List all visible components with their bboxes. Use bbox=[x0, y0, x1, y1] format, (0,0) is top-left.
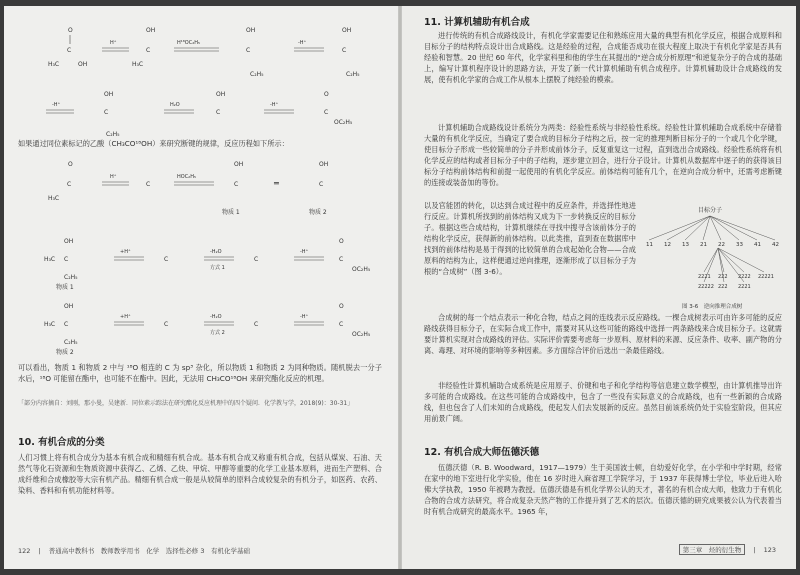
s4-c4: C bbox=[339, 321, 344, 328]
tree-edge bbox=[710, 216, 775, 240]
s2-arrow2: HOC₂H₅ bbox=[177, 174, 196, 180]
section-11-para4: 非经验性计算机辅助合成系统是应用原子、价键和电子和化学结构等信息建立数学模型，由计算机推导出许多可能的合成路线。在这些可能的合成路线中，包含了一些没有实际意义的合成路线，也有一些新颖的合成路线，但也包含了人们未知的合成路线，使起发人们去发展新的反应。虽然目前该系统仍处于实验室阶段，但其应用前景广阔。 bbox=[424, 381, 782, 423]
s1-c2h5-3: C₂H₅ bbox=[106, 131, 120, 138]
tree-caption: 图 3-6 逆向推理合成树 bbox=[682, 304, 743, 310]
paragraph-conclusion: 可以看出，物质 1 和物质 2 中与 ¹⁸O 相连的 C 为 sp³ 杂化，所以物质 1 和物质 2 为同种物质。随机脱去一分子水后，¹⁸O 可能留在酯中，也可能不在酯中。因此，无法用 CH₃CO¹⁸OH 来研究酯化反应的机理。 bbox=[18, 363, 382, 383]
s2-label1: 物质 1 bbox=[222, 209, 240, 216]
synthesis-tree-figure bbox=[640, 202, 790, 312]
s4-arrow2: -H₂O bbox=[210, 314, 222, 320]
section-11-para1: 进行传统的有机合成路线设计，有机化学家需要记住和熟练应用大量的典型有机化学反应，根据合成原料和目标分子的结构特点设计出合成路线。这是经验的过程，合成能否成功在很大程度上取决于有机化学家是否具有经验和智慧。20 世纪 60 年代，化学家科里和他的学生在其提出的“逆合成分析原理”和逆复杂分子的合成的基础上，编写计算机程序设计的思路方法，开发了新一代计算机辅助有机合成程序。计算机辅助设计合成路线的发展，使有机化学家的合成工作从根本上摆脱了纯经验的模索。 bbox=[424, 31, 782, 84]
s1-c3: C bbox=[246, 47, 251, 54]
s3-arrow1: +H⁺ bbox=[120, 249, 131, 255]
section-11-title: 11. 计算机辅助有机合成 bbox=[424, 17, 530, 28]
s2-c: C bbox=[67, 181, 72, 188]
tree-edge bbox=[718, 248, 744, 272]
reaction-scheme-3 bbox=[34, 231, 398, 291]
s4-oh: OH bbox=[64, 303, 74, 310]
s3-ch3: H₃C bbox=[44, 256, 56, 263]
left-page-number: 122 bbox=[18, 547, 31, 555]
s4-c3: C bbox=[254, 321, 259, 328]
tree-root: 目标分子 bbox=[698, 207, 723, 214]
s1-c7: C bbox=[324, 109, 329, 116]
s3-c: C bbox=[64, 256, 69, 263]
tree-edge bbox=[710, 216, 757, 240]
s4-arrow1: +H⁺ bbox=[120, 314, 131, 320]
s3-c3: C bbox=[254, 256, 259, 263]
s3-arrow2: -H₂O bbox=[210, 249, 222, 255]
s1-arrow5: H₂O bbox=[170, 102, 180, 108]
s1-c6: C bbox=[216, 109, 221, 116]
s1-oh2: OH bbox=[146, 27, 156, 34]
s1-oh4: OH bbox=[342, 27, 352, 34]
reaction-scheme-4 bbox=[34, 296, 398, 356]
s1-oc2h5: OC₂H₅ bbox=[334, 119, 353, 126]
s1-o-top: O bbox=[68, 27, 73, 34]
tree-node-level1: 13 bbox=[682, 242, 689, 248]
s1-c: C bbox=[67, 47, 72, 54]
left-footer-text: 普通高中教科书 教师教学用书 化学 选择性必修 3 有机化学基础 bbox=[48, 547, 250, 555]
s1-arrow3: -H⁺ bbox=[298, 40, 307, 46]
s3-c2: C bbox=[164, 256, 169, 263]
s1-ch3: H₃C bbox=[48, 61, 60, 68]
s4-oc2h5: OC₂H₅ bbox=[352, 331, 371, 338]
section-11-para3: 合成树的每一个结点表示一种化合物，结点之间的连线表示反应路线。一棵合成树表示可由许多可能的反应路线获得目标分子，在实际合成工作中，需要对其从这些可能的路线中选择一两条路线来合成目标分子。这就需要计算机实现对合成路线的评估。实际评价需要考虑每一步原料、原材料的来源、反应条件、收率、副产物的分离、毒理、对环境的影响等多种因素。多方面综合评价后选出一条最佳路线。 bbox=[424, 313, 782, 355]
right-page bbox=[402, 6, 796, 569]
s3-arrow3: -H⁺ bbox=[300, 249, 309, 255]
left-footer: 122 | 普通高中教科书 教师教学用书 化学 选择性必修 3 有机化学基础 bbox=[18, 547, 250, 555]
s2-label2: 物质 2 bbox=[309, 209, 327, 216]
s1-c5: C bbox=[104, 109, 109, 116]
s1-c2h5-2: C₂H₅ bbox=[346, 71, 360, 78]
s2-c4: C bbox=[319, 181, 324, 188]
s3-o: O bbox=[339, 238, 344, 245]
tree-node-level1: 11 bbox=[646, 242, 653, 248]
s3-oc2h5: OC₂H₅ bbox=[352, 266, 371, 273]
section-10-body: 人们习惯上将有机合成分为基本有机合成和精细有机合成。基本有机合成又称重有机合成，包括从煤炭、石油、天然气等化石资源和生物质资源中获得乙、乙烯、乙炔、甲烷、甲醇等重要的化学工业基本原料，进而生产塑料、合成纤维和合成橡胶等大宗有机产品。精细有机合成一般是从较简单的原料合成较复杂的有机分子，如医药、农药、染料、香料和有机功能材料等。 bbox=[18, 453, 382, 495]
s2-arrow1: H⁺ bbox=[110, 174, 117, 180]
s4-c2: C bbox=[164, 321, 169, 328]
s3-way: 方式 1 bbox=[210, 265, 225, 271]
tree-node-level2: 2221 bbox=[698, 274, 711, 280]
s2-oh2: OH bbox=[319, 161, 329, 168]
tree-node-level2: 22221 bbox=[758, 274, 774, 280]
s3-label: 物质 1 bbox=[56, 284, 74, 291]
tree-node-level2: 222 bbox=[718, 284, 728, 290]
s1-c2h5: C₂H₅ bbox=[250, 71, 264, 78]
s4-o: O bbox=[339, 303, 344, 310]
section-11-para2b: 以及官能团的转化，以达到合成过程中的反应条件，并选择性地进行反应。计算机所找到的前体结构又成为下一步转换反应的目标分子。根据这些合成结构，计算机继续在寻找中搜寻含该前体分子的结构化学反应，获得新的前体结构。以此类推，直到查在数据库中找到的前体结构是易于得到的比较简单的合成起始化合物——合成原料的结构为止，这样便通过逆向推理，逐渐形成了以目标分子为根的“合成树”（图 3-6）。 bbox=[424, 201, 636, 276]
s1-oh5: OH bbox=[104, 91, 114, 98]
tree-node-level1: 33 bbox=[736, 242, 743, 248]
section-11-para2a: 计算机辅助合成路线设计系统分为两类：经验性系统与非经验性系统。经验性计算机辅助合成系统中存储着大量的有机化学反应，当确定了要合成的目标分子结构之后，按一定的推理判断目标分子的一个或几个化学键，使目标分子形成一些较简单的分子并形成前体分子，反复重复这一过程，直到选出合成路线。经验性系统将有机化学反应的结构或者目标分子中的子结构，逐步建立回合，进行分子设计。计算机从数据库中逐子的的获得该目标分子结构前体结构和前提一起使用的有机化学反应。前体结构可能有几个，在逆向合成分析中，还需考虑断键的连接或装备加的等份。 bbox=[424, 123, 782, 187]
s2-c3: C bbox=[234, 181, 239, 188]
s1-o7: O bbox=[324, 91, 329, 98]
reaction-scheme-2 bbox=[34, 154, 398, 224]
chapter-label: 第三章 烃的衍生物 bbox=[679, 544, 746, 555]
s3-oh: OH bbox=[64, 238, 74, 245]
section-10-title: 10. 有机合成的分类 bbox=[18, 437, 105, 448]
tree-node-level1: 21 bbox=[700, 242, 707, 248]
s3-c2h5: C₂H₅ bbox=[64, 274, 78, 281]
right-footer: 第三章 烃的衍生物 | 123 bbox=[679, 544, 776, 555]
tree-node-level1: 42 bbox=[772, 242, 779, 248]
s3-c4: C bbox=[339, 256, 344, 263]
left-page bbox=[4, 6, 398, 569]
s2-c2: C bbox=[146, 181, 151, 188]
s4-ch3: H₃C bbox=[44, 321, 56, 328]
tree-node-level2: 222 bbox=[718, 274, 728, 280]
s1-oh3: OH bbox=[246, 27, 256, 34]
s1-arrow6: -H⁺ bbox=[270, 102, 279, 108]
s4-label: 物质 2 bbox=[56, 349, 74, 356]
s1-arrow2: H¹⁸OC₂H₅ bbox=[177, 40, 200, 46]
paragraph-isotope-intro: 如果通过同位素标记的乙酸（CH₃CO¹⁸OH）来研究断键的规律，反应历程如下所示： bbox=[18, 139, 289, 148]
s4-c2h5: C₂H₅ bbox=[64, 339, 78, 346]
s2-equals: ═ bbox=[274, 179, 279, 188]
s2-ch3: H₃C bbox=[48, 195, 60, 202]
s1-oh6: OH bbox=[216, 91, 226, 98]
s2-o: O bbox=[68, 161, 73, 168]
tree-node-level2: 22222 bbox=[698, 284, 714, 290]
s1-arrow4: -H⁺ bbox=[52, 102, 61, 108]
s1-oh: OH bbox=[78, 61, 88, 68]
tree-node-level2: 2221 bbox=[738, 284, 751, 290]
tree-edge bbox=[710, 216, 739, 240]
s4-arrow3: -H⁺ bbox=[300, 314, 309, 320]
tree-edge bbox=[704, 248, 718, 272]
s4-c: C bbox=[64, 321, 69, 328]
s1-arrow1: H⁺ bbox=[110, 40, 117, 46]
tree-node-level2: 2222 bbox=[738, 274, 751, 280]
tree-node-level1: 41 bbox=[754, 242, 761, 248]
s1-c4: C bbox=[342, 47, 347, 54]
tree-edge bbox=[718, 248, 764, 272]
s1-c2: C bbox=[146, 47, 151, 54]
tree-node-level1: 22 bbox=[718, 242, 725, 248]
tree-edge bbox=[649, 216, 710, 240]
reaction-scheme-1 bbox=[34, 14, 398, 139]
s1-ch3-2: H₃C bbox=[132, 61, 144, 68]
tree-node-level1: 12 bbox=[664, 242, 671, 248]
s2-oh: OH bbox=[234, 161, 244, 168]
s4-way: 方式 2 bbox=[210, 330, 225, 336]
right-page-number: 123 bbox=[763, 546, 776, 554]
section-12-body: 伍德沃德（R. B. Woodward，1917—1979）生于美国波士顿，自幼爱好化学，在小学和中学时期，经常在家中的地下室进行化学实验，他在 16 岁时进入麻省理工学院学习，于 1937 年获得博士学位，毕业后进入哈佛大学执教，1950 年被聘为教授。伍德沃德是有机化学界公认的天才，著名的有机合成大师，他致力于有机化合物的合成方法研究，将合成复杂天然产物的工作提升到了艺术的层次。伍德沃德的研究成果被公认为代表着当时有机合成研究的最高水平。1965 年， bbox=[424, 463, 782, 516]
reference-note: 「部分内容摘自：刘刚，那小曼，吴建新．同位素示踪法在研究酯化反应机理中的四个疑问．化学教与学，2018(9)：30-31」 bbox=[18, 400, 354, 407]
section-12-title: 12. 有机合成大师伍德沃德 bbox=[424, 447, 540, 458]
